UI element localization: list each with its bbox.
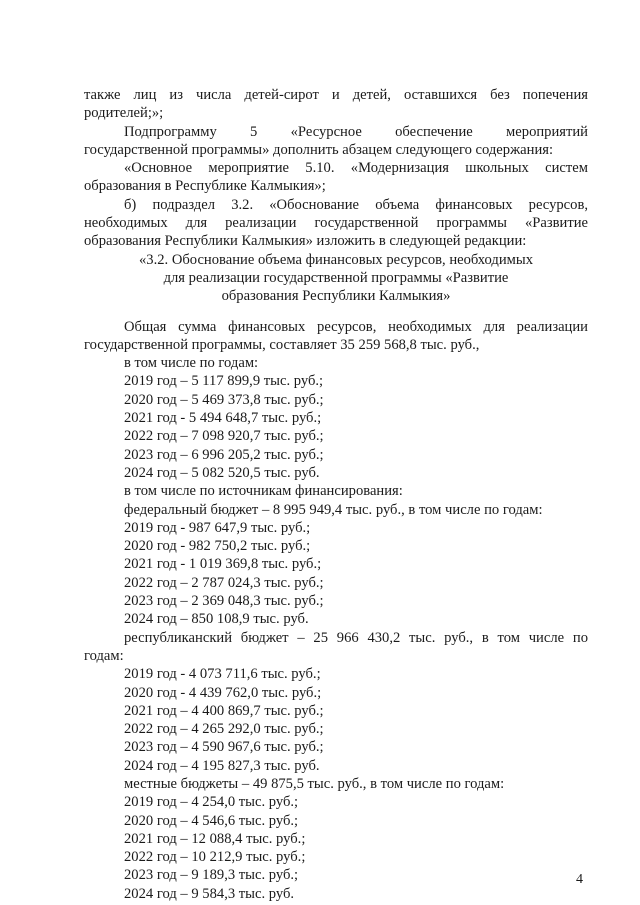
year-amount-line: 2019 год – 4 254,0 тыс. руб.; <box>124 794 299 811</box>
text-line: республиканский бюджет – 25 966 430,2 тыс. руб., в том числе по <box>124 629 588 646</box>
section-heading-line: для реализации государственной программы «Развитие <box>163 269 509 286</box>
year-amount-line: 2020 год - 4 439 762,0 тыс. руб.; <box>124 684 322 701</box>
year-amount-line: 2024 год – 5 082 520,5 тыс. руб. <box>124 464 320 481</box>
text-line: местные бюджеты – 49 875,5 тыс. руб., в том числе по годам: <box>124 775 505 792</box>
year-amount-line: 2021 год - 1 019 369,8 тыс. руб.; <box>124 556 322 573</box>
text-line: родителей;»; <box>84 105 164 122</box>
year-amount-line: 2020 год – 5 469 373,8 тыс. руб.; <box>124 391 324 408</box>
year-amount-line: 2023 год – 6 996 205,2 тыс. руб.; <box>124 446 324 463</box>
year-amount-line: 2021 год – 12 088,4 тыс. руб.; <box>124 830 306 847</box>
section-heading-line: «3.2. Обоснование объема финансовых ресурсов, необходимых <box>138 251 533 268</box>
year-amount-line: 2020 год - 982 750,2 тыс. руб.; <box>124 538 311 555</box>
year-amount-line: 2019 год - 987 647,9 тыс. руб.; <box>124 519 311 536</box>
document-body <box>84 86 588 903</box>
year-amount-line: 2021 год – 4 400 869,7 тыс. руб.; <box>124 702 324 719</box>
text-line: Подпрограмму 5 «Ресурсное обеспечение мероприятий <box>124 123 588 140</box>
year-amount-line: 2023 год – 4 590 967,6 тыс. руб.; <box>124 739 324 756</box>
year-amount-line: 2024 год – 4 195 827,3 тыс. руб. <box>124 757 320 774</box>
text-line: государственной программы, составляет 35 259 568,8 тыс. руб., <box>84 336 480 353</box>
paragraph-gap <box>84 306 588 318</box>
section-heading-line: образования Республики Калмыкия» <box>221 288 451 305</box>
text-line: в том числе по годам: <box>124 355 259 372</box>
year-amount-line: 2022 год – 7 098 920,7 тыс. руб.; <box>124 428 324 445</box>
year-amount-line: 2019 год - 4 073 711,6 тыс. руб.; <box>124 666 321 683</box>
text-line: б) подраздел 3.2. «Обоснование объема финансовых ресурсов, <box>124 196 588 213</box>
text-line: необходимых для реализации государственной программы «Развитие <box>84 215 588 232</box>
year-amount-line: 2020 год – 4 546,6 тыс. руб.; <box>124 812 299 829</box>
text-line: государственной программы» дополнить абзацем следующего содержания: <box>84 141 554 158</box>
year-amount-line: 2023 год – 9 189,3 тыс. руб.; <box>124 867 299 884</box>
text-line: годам: <box>84 647 124 664</box>
year-amount-line: 2024 год – 850 108,9 тыс. руб. <box>124 611 309 628</box>
year-amount-line: 2024 год – 9 584,3 тыс. руб. <box>124 885 295 902</box>
text-line: Общая сумма финансовых ресурсов, необходимых для реализации <box>124 318 588 335</box>
page-number: 4 <box>576 872 583 887</box>
year-amount-line: 2022 год – 4 265 292,0 тыс. руб.; <box>124 721 324 738</box>
text-line: федеральный бюджет – 8 995 949,4 тыс. руб., в том числе по годам: <box>124 501 543 518</box>
text-line: образования в Республике Калмыкия»; <box>84 178 326 195</box>
year-amount-line: 2023 год – 2 369 048,3 тыс. руб.; <box>124 593 324 610</box>
year-amount-line: 2019 год – 5 117 899,9 тыс. руб.; <box>124 373 324 390</box>
text-line: «Основное мероприятие 5.10. «Модернизация школьных систем <box>124 160 588 177</box>
text-line: также лиц из числа детей-сирот и детей, оставшихся без попечения <box>84 87 588 103</box>
year-amount-line: 2022 год – 10 212,9 тыс. руб.; <box>124 849 306 866</box>
year-amount-line: 2022 год – 2 787 024,3 тыс. руб.; <box>124 574 324 591</box>
text-line: образования Республики Калмыкия» изложить в следующей редакции: <box>84 233 527 250</box>
year-amount-line: 2021 год - 5 494 648,7 тыс. руб.; <box>124 410 322 427</box>
text-line: в том числе по источникам финансирования: <box>124 483 403 500</box>
